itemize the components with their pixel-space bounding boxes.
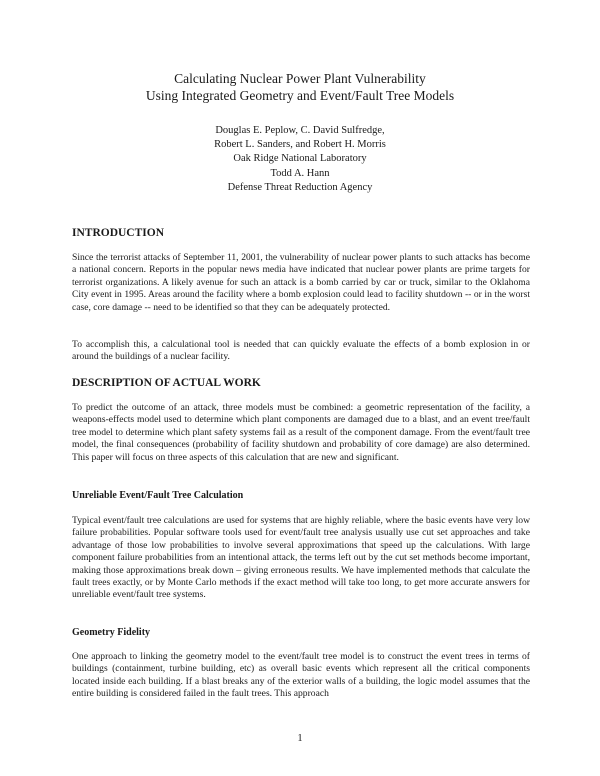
subheading-unreliable: Unreliable Event/Fault Tree Calculation [72, 490, 244, 501]
paragraph-intro-2: To accomplish this, a calculational tool is needed that can quickly evaluate the effects of a bomb explosion in or around the buildings of a nuclear facility. [72, 339, 530, 363]
author-block-2 [0, 167, 600, 195]
section-heading-introduction: INTRODUCTION [72, 227, 165, 239]
affiliation-2: Defense Threat Reduction Agency [227, 182, 373, 193]
section-heading-description: DESCRIPTION OF ACTUAL WORK [72, 377, 261, 389]
author-line-2: Robert L. Sanders, and Robert H. Morris [214, 139, 386, 150]
author-line-1: Douglas E. Peplow, C. David Sulfredge, [215, 125, 385, 136]
paragraph-unreliable-1: Typical event/fault tree calculations are used for systems that are highly reliable, where the basic events have very low failure probabilities. Popular software tools used for event/fault tree analysis usually use cut set approaches and take advantage of those low probabilities to involve several approximations that speed up the calculations. With large component failure probabilities from an intentional attack, the terms left out by the cut set methods become important, making those approximations break down – giving erroneous results. We have implemented methods that calculate the fault trees exactly, or by Monte Carlo methods if the exact method will take too long, to get more accurate answers for unreliable event/fault tree systems. [72, 515, 530, 601]
author-block-1 [0, 124, 600, 166]
page-number: 1 [297, 733, 303, 744]
affiliation-1: Oak Ridge National Laboratory [233, 153, 367, 164]
title-line-2: Using Integrated Geometry and Event/Fault Tree Models [145, 88, 455, 103]
title-line-1: Calculating Nuclear Power Plant Vulnerability [174, 71, 426, 86]
paragraph-geometry-1: One approach to linking the geometry model to the event/fault tree model is to construct the event trees in terms of buildings (containment, turbine building, etc) as overall basic events which represent all the critical components located inside each building. If a blast breaks any of the exterior walls of a building, the logic model assumes that the entire building is considered failed in the fault trees. This approach [72, 651, 530, 700]
paragraph-description-1: To predict the outcome of an attack, three models must be combined: a geometric representation of the facility, a weapons-effects model used to determine which plant components are damaged due to a blast, and an event tree/fault tree model to determine which plant safety systems fail as a result of the component damage. From the event/fault tree model, the final consequences (probability of facility shutdown and probability of core damage) are also determined. This paper will focus on three aspects of this calculation that are new and significant. [72, 402, 530, 463]
paragraph-intro-1: Since the terrorist attacks of September 11, 2001, the vulnerability of nuclear power plants to such attacks has become a national concern. Reports in the popular news media have indicated that nuclear power plants are prime targets for terrorist organizations. A likely avenue for such an attack is a bomb carried by car or truck, similar to the Oklahoma City event in 1995. Areas around the facility where a bomb explosion could lead to facility shutdown -- or in the worst case, core damage -- need to be identified so that they can be adequately protected. [72, 252, 530, 313]
author-line-3: Todd A. Hann [270, 168, 330, 179]
subheading-geometry: Geometry Fidelity [72, 627, 151, 638]
paper-title [0, 70, 600, 104]
